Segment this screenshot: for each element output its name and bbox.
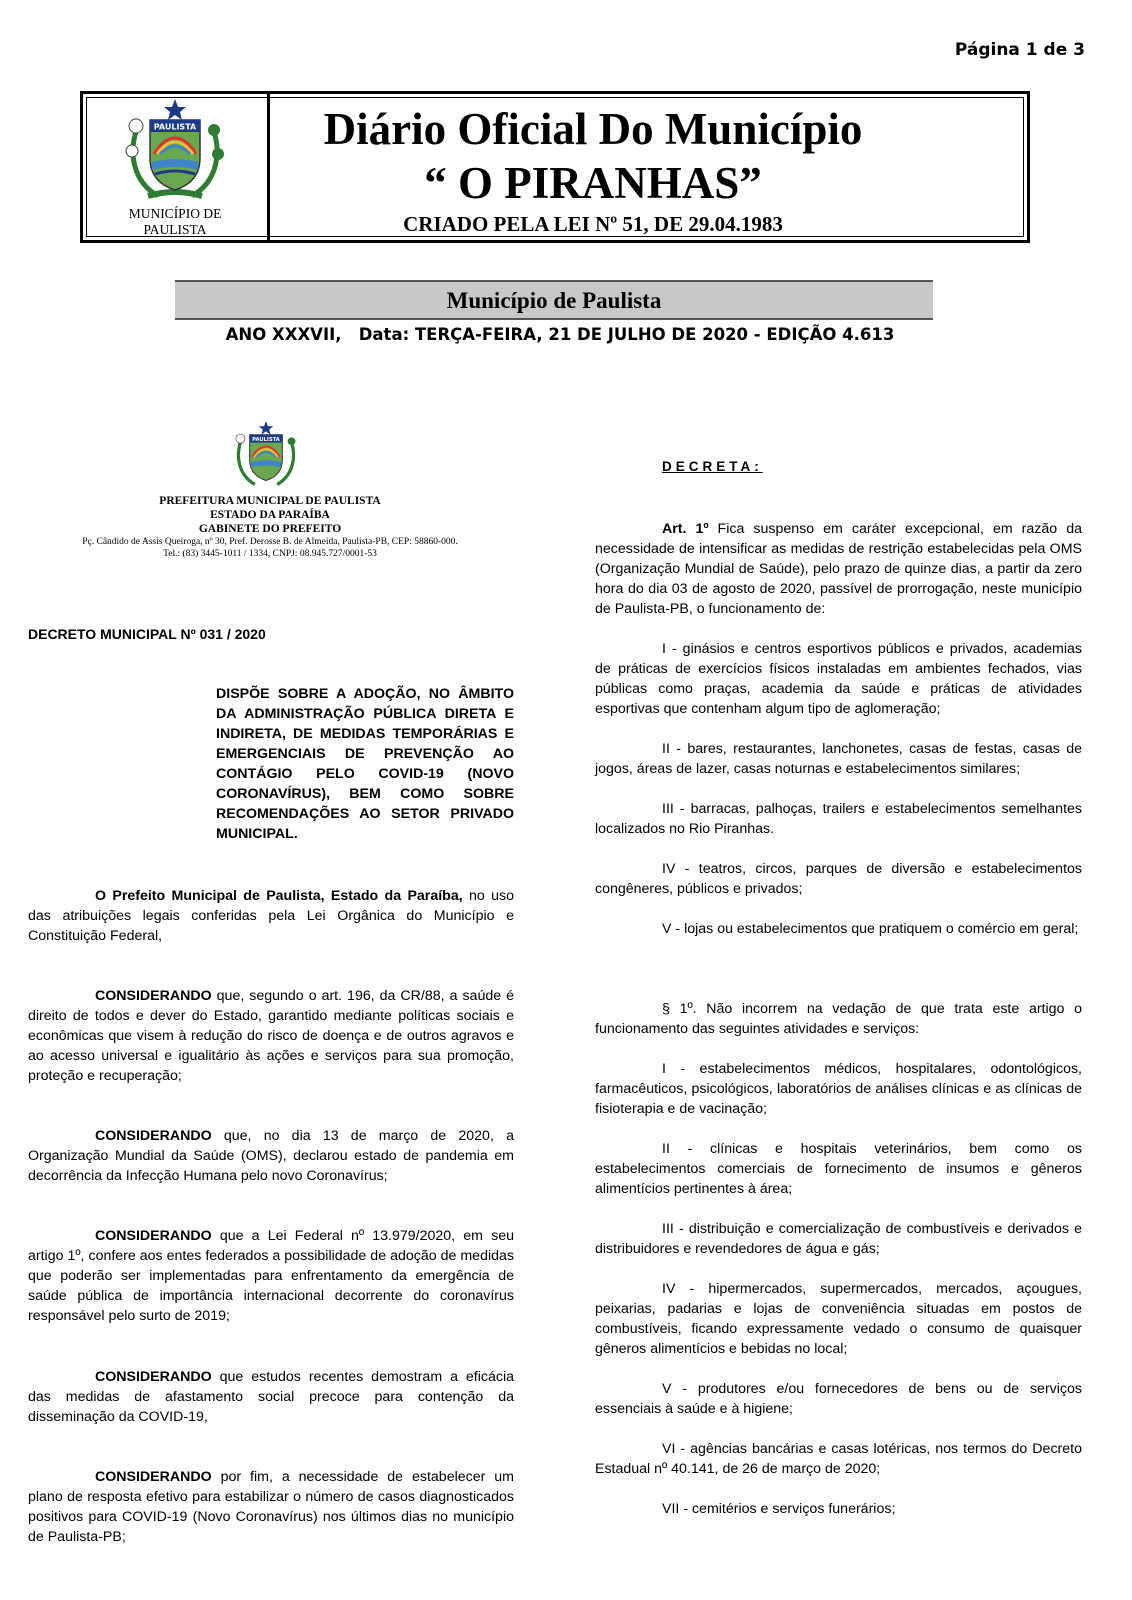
considerando-2: [28, 1126, 514, 1186]
considerando-label: CONSIDERANDO: [95, 1469, 212, 1485]
prefeitura-crest-icon: [228, 419, 304, 491]
paragraph-1-item: I - estabelecimentos médicos, hospitalares, odontológicos, farmacêuticos, psicológicos, laboratórios de análises clínicas e as clínicas de fisioterapia e de vacinação;: [595, 1061, 1082, 1117]
article-1-item: IV - teatros, circos, parques de diversão e estabelecimentos congêneres, públicos e privados;: [595, 861, 1082, 897]
considerando-label: CONSIDERANDO: [95, 1128, 212, 1144]
crest-caption: [83, 206, 267, 238]
considerando-label: CONSIDERANDO: [95, 1369, 212, 1385]
masthead-title: [273, 102, 913, 210]
prefeitura-crest-banner-text: PAULISTA: [252, 436, 280, 443]
article-1-item: I - ginásios e centros esportivos públicos e privados, academias de práticas de exercícios físicos instaladas em ambientes fechados, vias públicas como praças, academia da saúde e práticas de atividades esportivas que contenham algum tipo de aglomeração;: [595, 641, 1082, 717]
decree-ementa: DISPÕE SOBRE A ADOÇÃO, NO ÂMBITO DA ADMINISTRAÇÃO PÚBLICA DIRETA E INDIRETA, DE MEDIDAS TEMPORÁRIAS E EMERGENCIAIS DE PREVENÇÃO AO CONTÁGIO PELO COVID-19 (NOVO CORONAVÍRUS), BEM COMO SOBRE RECOMENDAÇÕES AO SETOR PRIVADO MUNICIPAL.: [216, 686, 514, 842]
masthead: [80, 91, 1030, 243]
preamble-lead: O Prefeito Municipal de Paulista, Estado da Paraíba,: [95, 888, 463, 904]
masthead-subtitle: CRIADO PELA LEI Nº 51, DE 29.04.1983: [403, 212, 783, 236]
page-number: Página 1 de 3: [954, 40, 1085, 60]
paragraph-1-item: III - distribuição e comercialização de combustíveis e derivados e distribuidores e revendedores de água e gás;: [595, 1221, 1082, 1257]
considerando-text: que, no dia 13 de março de 2020, a Organização Mundial da Saúde (OMS), declarou estado de pandemia em decorrência da Infecção Humana pelo novo Coronavírus;: [28, 1128, 514, 1184]
decree-number: DECRETO MUNICIPAL Nº 031 / 2020: [28, 626, 266, 642]
decreta-heading: DECRETA:: [662, 459, 763, 474]
paragraph-1: § 1º. Não incorrem na vedação de que trata este artigo o funcionamento das seguintes atividades e serviços:: [595, 1001, 1082, 1037]
prefeitura-address2: Tel.: (83) 3445-1011 / 1334, CNPJ: 08.945.727/0001-53: [163, 549, 377, 559]
paragraph-1-item: V - produtores e/ou fornecedores de bens ou de serviços essenciais à saúde e à higiene;: [595, 1381, 1082, 1417]
paragraph-1-item: IV - hipermercados, supermercados, mercados, açougues, peixarias, padarias e lojas de conveniência situadas em postos de combustíveis, ficando expressamente vedado o consumo de quaisquer gêneros alimentícios e bebidas no local;: [595, 1281, 1082, 1357]
paragraph-1-item: II - clínicas e hospitais veterinários, bem como os estabelecimentos comerciais de fornecimento de insumos e gêneros alimentícios pertinentes à área;: [595, 1141, 1082, 1197]
prefeitura-line3: GABINETE DO PREFEITO: [198, 523, 342, 535]
paragraph-1-item: VI - agências bancárias e casas lotéricas, nos termos do Decreto Estadual nº 40.141, de 26 de março de 2020;: [595, 1441, 1082, 1477]
considerando-text: que estudos recentes demostram a eficácia das medidas de afastamento social precoce para contenção da disseminação da COVID-19,: [28, 1369, 514, 1425]
considerando-1: [28, 986, 514, 1086]
considerando-text: por fim, a necessidade de estabelecer um plano de resposta efetivo para estabilizar o número de casos diagnosticados positivos para COVID-19 (Novo Coronavírus) nos últimos dias no município de Paulista-PB;: [28, 1469, 514, 1545]
coat-of-arms-icon: [118, 96, 232, 206]
edition-line: ANO XXXVII, Data: TERÇA-FEIRA, 21 DE JULHO DE 2020 - EDIÇÃO 4.613: [225, 325, 895, 344]
considerando-5: [28, 1467, 514, 1547]
paragraph-1-item: VII - cemitérios e serviços funerários;: [662, 1501, 896, 1517]
considerando-3: [28, 1226, 514, 1326]
preamble-text: no uso das atribuições legais conferidas pela Lei Orgânica do Município e Constituição Federal,: [28, 888, 514, 944]
article-1-item: II - bares, restaurantes, lanchonetes, casas de festas, casas de jogos, áreas de lazer, casas noturnas e estabelecimentos similares;: [595, 741, 1082, 777]
prefeitura-line2: ESTADO DA PARAÍBA: [210, 509, 330, 521]
crest-caption-line2: PAULISTA: [143, 222, 207, 237]
preamble: [28, 886, 514, 946]
considerando-text: que a Lei Federal nº 13.979/2020, em seu artigo 1º, confere aos entes federados a possibilidade de adoção de medidas que poderão ser implementadas para enfrentamento da emergência de saúde pública de importância internacional decorrente do coronavírus responsável pelo surto de 2019;: [28, 1228, 514, 1324]
municipality-band: Município de Paulista: [175, 280, 933, 320]
article-1-label: Art. 1º: [662, 521, 709, 537]
article-1-text: Fica suspenso em caráter excepcional, em razão da necessidade de intensificar as medidas de restrição estabelecidas pela OMS (Organização Mundial de Saúde), pelo prazo de quinze dias, a partir da zero hora do dia 03 de agosto de 2020, passível de prorrogação, neste município de Paulista-PB, o funcionamento de:: [595, 521, 1082, 617]
prefeitura-line1: PREFEITURA MUNICIPAL DE PAULISTA: [159, 495, 381, 507]
prefeitura-address1: Pç. Cândido de Assis Queiroga, nº 30, Pref. Derosse B. de Almeida, Paulista-PB, CEP: 58860-000.: [82, 537, 458, 547]
considerando-4: [28, 1367, 514, 1427]
considerando-label: CONSIDERANDO: [95, 1228, 212, 1244]
article-1-item: III - barracas, palhoças, trailers e estabelecimentos semelhantes localizados no Rio Piranhas.: [595, 801, 1082, 837]
article-1-item: V - lojas ou estabelecimentos que pratiquem o comércio em geral;: [662, 921, 1079, 937]
crest-caption-line1: MUNICÍPIO DE: [128, 206, 222, 221]
considerando-label: CONSIDERANDO: [95, 988, 212, 1004]
crest-banner-text: PAULISTA: [153, 122, 197, 132]
masthead-divider: [267, 94, 270, 240]
article-1: [595, 519, 1082, 619]
masthead-title-line2: “ O PIRANHAS”: [424, 158, 762, 208]
masthead-title-line1: Diário Oficial Do Município: [323, 104, 863, 154]
considerando-text: que, segundo o art. 196, da CR/88, a saúde é direito de todos e dever do Estado, garantido mediante políticas sociais e econômicas que visem à redução do risco de doença e de outros agravos e ao acesso universal e igualitário às ações e serviços para sua promoção, proteção e recuperação;: [28, 988, 514, 1084]
prefeitura-header: [30, 494, 510, 560]
